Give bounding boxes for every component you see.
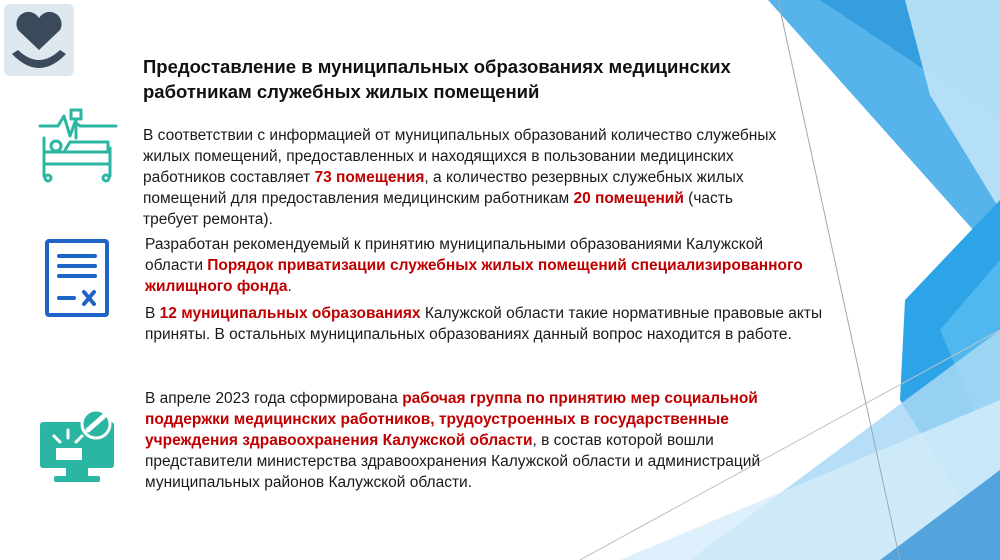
paragraph-regulations [145,303,845,345]
p1-highlight-1: 73 помещения [314,169,425,186]
p1-highlight-2: 20 помещений [573,190,684,207]
p4-text-2: , в состав которой вошли представители министерства здравоохранения Калужской области и администраций муниципальных районов Калужской области. [145,432,761,491]
paragraph-working-group [145,388,825,493]
document-icon [44,238,112,318]
p4-highlight-1: рабочая группа по принятию мер социальной поддержки медицинских работников, трудоустроенных в государственные учреждения здравоохранения Калужской области [145,390,758,449]
p4-text-1: В апреле 2023 года сформирована [145,390,403,407]
p3-text-2: Калужской области такие нормативные правовые акты приняты. В остальных муниципальных образованиях данный вопрос находится в работе. [145,305,823,343]
p2-text-1: Разработан рекомендуемый к принятию муниципальными образованиями Калужской области [145,236,764,274]
p2-highlight-1: Порядок приватизации служебных жилых помещений специализированного жилищного фонда [145,257,803,295]
p1-text-3: (часть требует ремонта). [143,190,733,228]
p1-text-1: В соответствии с информацией от муниципальных образований количество служебных жилых помещений, предоставленных и находящихся в пользовании медицинских работников составляет [143,127,777,186]
page-title: Предоставление в муниципальных образованиях медицинских работникам служебных жилых помещений [143,56,731,102]
heart-logo-icon [4,4,74,76]
p1-text-2: , а количество резервных служебных жилых помещений для предоставления медицинским работникам [143,169,744,207]
p3-text-1: В [145,305,160,322]
paragraph-privatization-order [145,234,825,297]
p2-text-2: . [287,278,292,295]
monitor-icon [38,408,116,484]
p3-highlight-1: 12 муниципальных образованиях [159,305,421,322]
hospital-bed-icon [38,108,118,183]
paragraph-housing-count [143,125,783,230]
